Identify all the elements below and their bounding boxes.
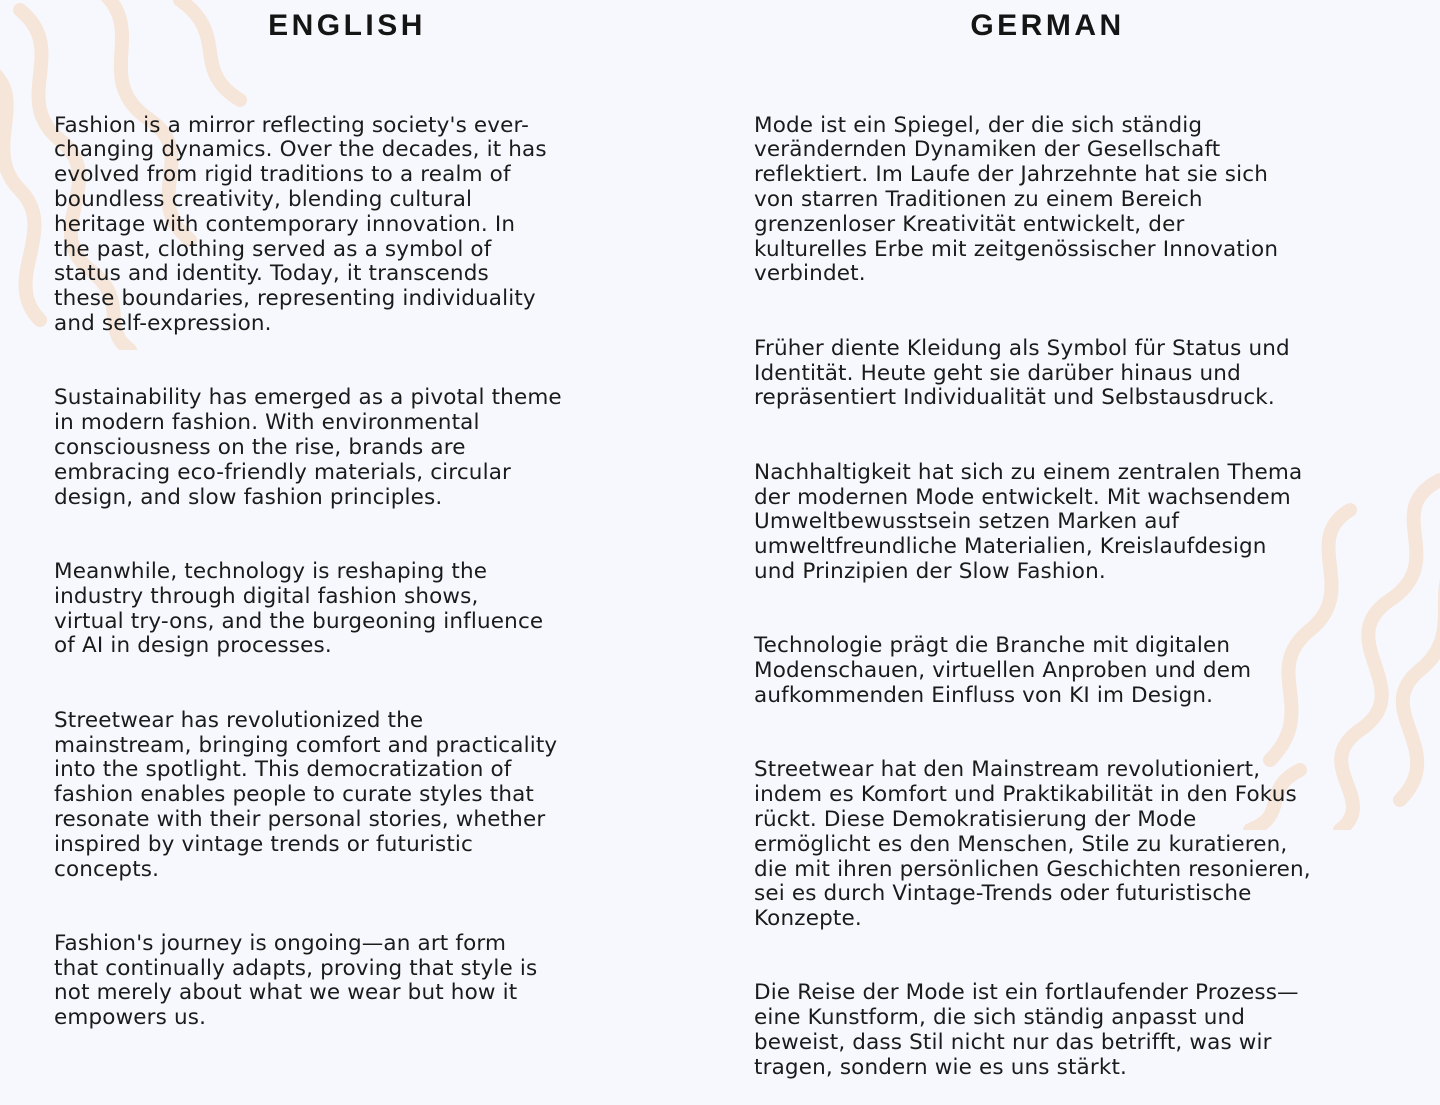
german-paragraph-6: Die Reise der Mode ist ein fortlaufender Prozess— eine Kunstform, die sich ständig anpasst und beweist, dass Stil nicht nur das betrifft, was wir tragen, sondern wie es uns stärkt. bbox=[754, 980, 1299, 1080]
english-paragraph-2: Sustainability has emerged as a pivotal theme in modern fashion. With environmental consciousness on the rise, brands are embracing eco-friendly materials, circular design, and slow fashion principles. bbox=[54, 385, 562, 510]
german-column bbox=[754, 64, 1414, 1105]
english-paragraph-1: Fashion is a mirror reflecting society's ever- changing dynamics. Over the decades, it has evolved from rigid traditions to a realm of boundless creativity, blending cultural heritage with contemporary innovation. In the past, clothing served as a symbol of status and identity. Today, it transcends these boundaries, representing individuality and self-expression. bbox=[54, 112, 547, 336]
english-paragraph-5: Fashion's journey is ongoing—an art form that continually adapts, proving that style is not merely about what we wear but how it empowers us. bbox=[54, 930, 538, 1031]
german-paragraph-4: Technologie prägt die Branche mit digitalen Modenschauen, virtuellen Anproben und dem aufkommenden Einfluss von KI im Design. bbox=[754, 633, 1252, 708]
english-paragraph-4: Streetwear has revolutionized the mainstream, bringing comfort and practicality into the spotlight. This democratization of fashion enables people to curate styles that resonate with their personal stories, whether inspired by vintage trends or futuristic concepts. bbox=[54, 707, 558, 882]
english-heading: ENGLISH bbox=[268, 9, 426, 42]
german-paragraph-5: Streetwear hat den Mainstream revolutioniert, indem es Komfort und Praktikabilität in den Fokus rückt. Diese Demokratisierung der Mode ermöglicht es den Menschen, Stile zu kuratieren, die mit ihren persönlichen Geschichten resonieren, sei es durch Vintage-Trends oder futuristische Konzepte. bbox=[754, 757, 1311, 932]
german-paragraph-3: Nachhaltigkeit hat sich zu einem zentralen Thema der modernen Mode entwickelt. Mit wachsendem Umweltbewusstsein setzen Marken auf umweltfreundliche Materialien, Kreislaufdesign und Prinzipien der Slow Fashion. bbox=[754, 459, 1303, 584]
german-paragraph-1: Mode ist ein Spiegel, der die sich ständig verändernden Dynamiken der Gesellschaft reflektiert. Im Laufe der Jahrzehnte hat sie sich von starren Traditionen zu einem Bereich grenzenloser Kreativität entwickelt, der kulturelles Erbe mit zeitgenössischer Innovation verbindet. bbox=[754, 112, 1279, 287]
german-paragraph-2: Früher diente Kleidung als Symbol für Status und Identität. Heute geht sie darüber hinaus und repräsentiert Individualität und Selbstausdruck. bbox=[754, 335, 1290, 411]
english-paragraph-3: Meanwhile, technology is reshaping the industry through digital fashion shows, virtual try-ons, and the burgeoning influence of AI in design processes. bbox=[54, 558, 544, 659]
german-heading: GERMAN bbox=[970, 9, 1125, 42]
english-column bbox=[54, 64, 684, 1056]
